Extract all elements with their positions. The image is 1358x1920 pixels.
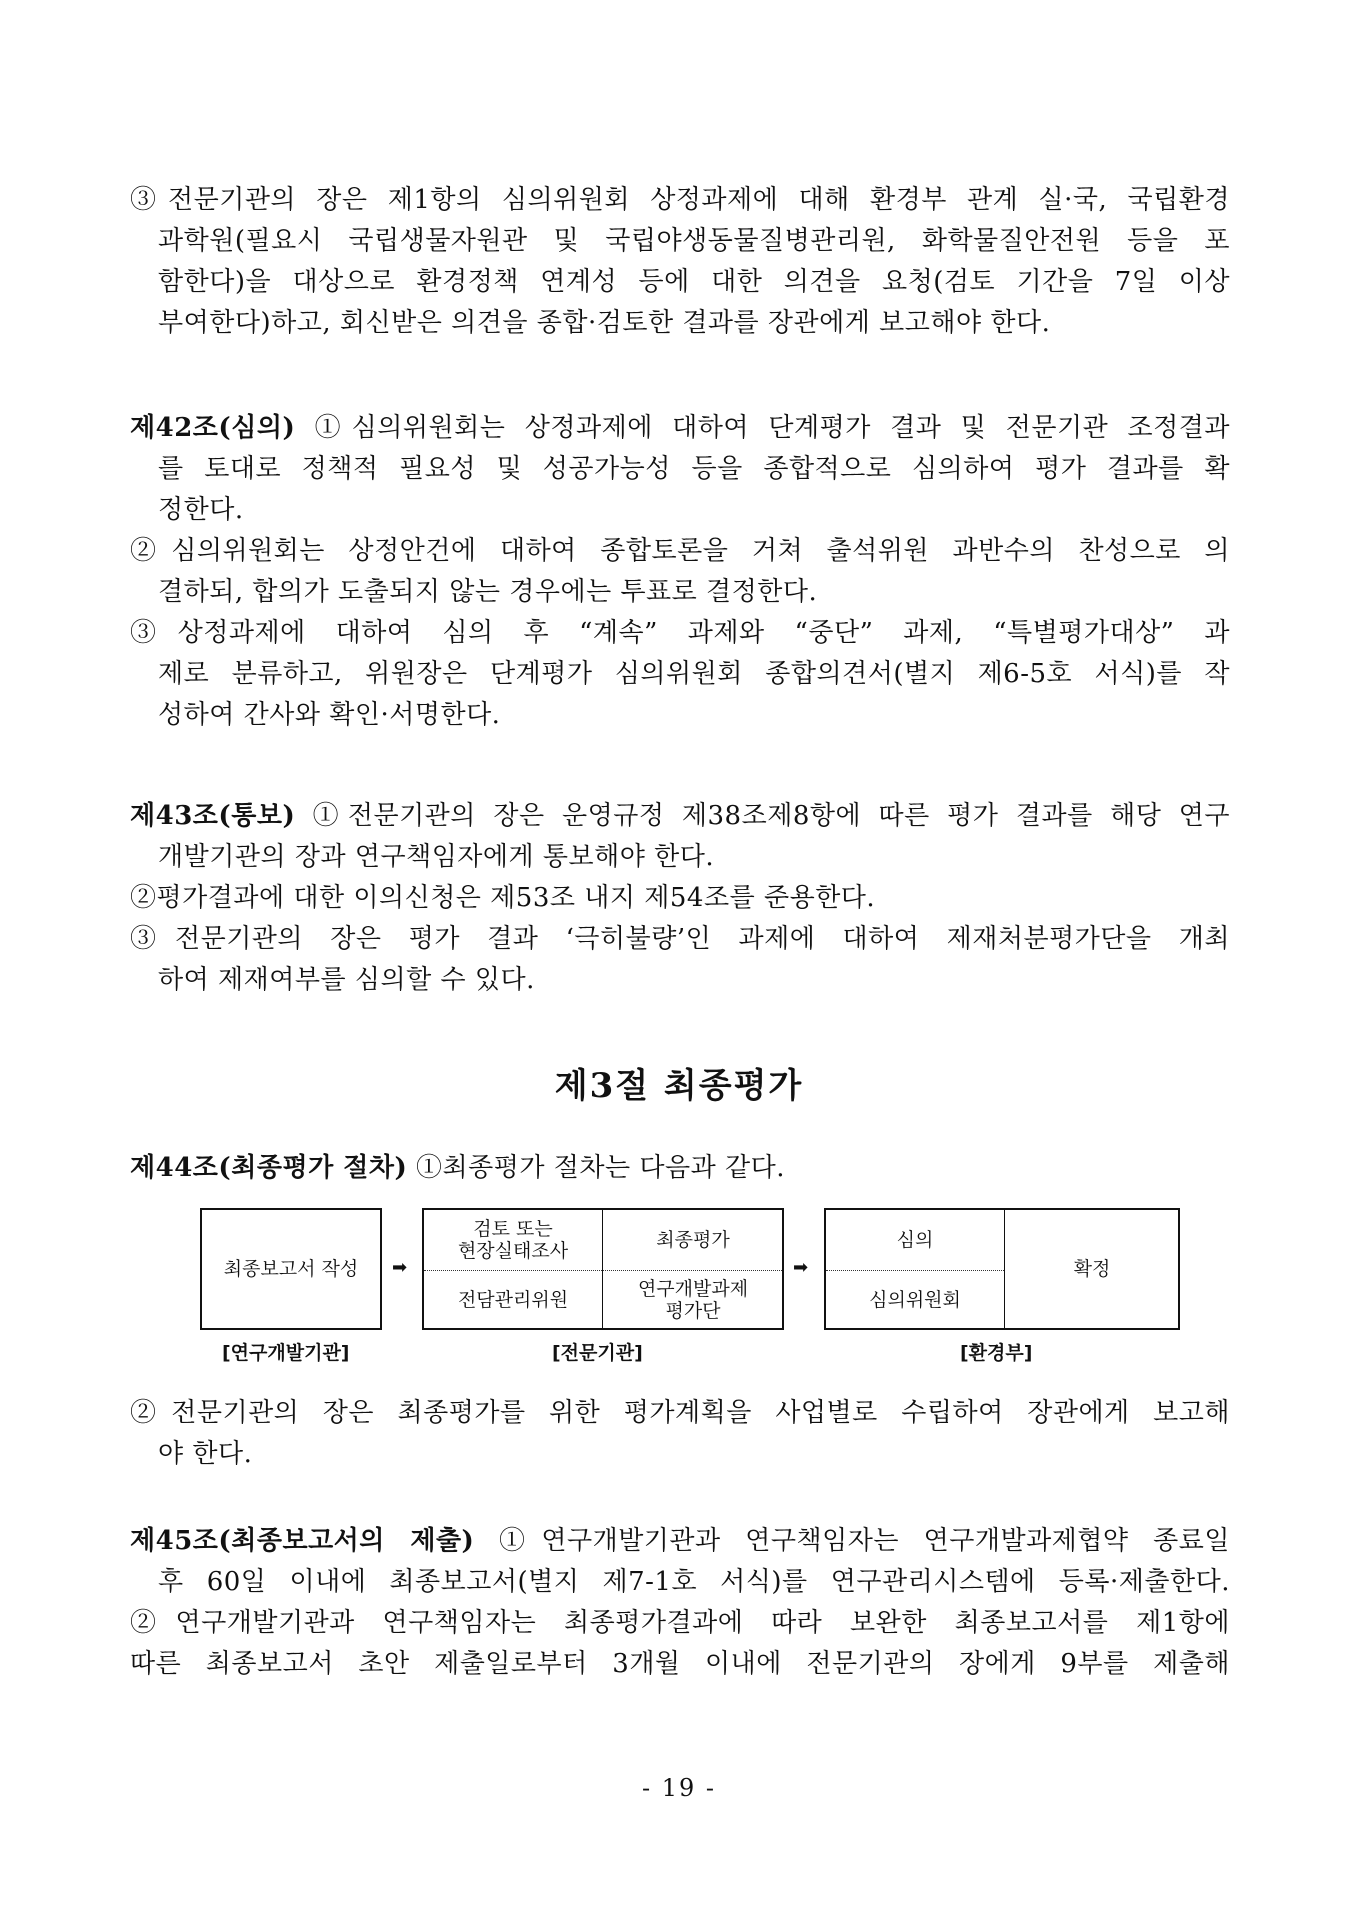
flow-box-agency bbox=[422, 1208, 784, 1330]
flow-label-ministry: [환경부] bbox=[960, 1342, 1033, 1364]
article-44-2 bbox=[130, 1393, 1230, 1475]
text-line: 제42조(심의) ①심의위원회는 상정과제에 대하여 단계평가 결과 및 전문기관 조정결과 bbox=[130, 413, 1230, 443]
flow-label-institution: [연구개발기관] bbox=[222, 1342, 350, 1364]
article-44 bbox=[130, 1148, 1230, 1189]
article-43 bbox=[130, 796, 1230, 1001]
text-line: 제43조(통보) ①전문기관의 장은 운영규정 제38조제8항에 따른 평가 결과를 해당 연구 bbox=[130, 801, 1230, 831]
flow-box-report bbox=[200, 1208, 382, 1330]
paragraph-41-3 bbox=[130, 180, 1230, 344]
flow-text: 심의 bbox=[896, 1229, 934, 1251]
final-evaluation-flowchart bbox=[200, 1208, 1180, 1364]
article-45-title: 제45조(최종보고서의 제출) bbox=[130, 1526, 475, 1556]
flow-text: 연구개발과제 평가단 bbox=[637, 1278, 749, 1322]
text-line: 야 한다. bbox=[158, 1439, 253, 1469]
divider bbox=[1004, 1210, 1005, 1328]
article-42-title: 제42조(심의) bbox=[130, 413, 296, 443]
text-line: 따른 최종보고서 초안 제출일로부터 3개월 이내에 전문기관의 장에게 9부를 제출해 bbox=[130, 1649, 1230, 1679]
text-line: ③전문기관의 장은 제1항의 심의위원회 상정과제에 대해 환경부 관계 실·국, 국립환경 bbox=[130, 185, 1230, 215]
flow-text: 심의위원회 bbox=[869, 1289, 961, 1311]
text-line: 제로 분류하고, 위원장은 단계평가 심의위원회 종합의견서(별지 제6-5호 서식)를 작 bbox=[158, 659, 1230, 689]
text-line: 제45조(최종보고서의 제출) ①연구개발기관과 연구책임자는 연구개발과제협약 종료일 bbox=[130, 1526, 1230, 1556]
text-line: ②전문기관의 장은 최종평가를 위한 평가계획을 사업별로 수립하여 장관에게 보고해 bbox=[130, 1398, 1230, 1428]
text-line: 성하여 간사와 확인·서명한다. bbox=[158, 700, 501, 730]
article-44-title: 제44조(최종평가 절차) bbox=[130, 1153, 408, 1183]
page-number: - 19 - bbox=[641, 1774, 716, 1802]
divider bbox=[602, 1210, 603, 1328]
text-line: ③상정과제에 대하여 심의 후 “계속” 과제와 “중단” 과제, “특별평가대상” 과 bbox=[130, 618, 1230, 648]
text-line: 하여 제재여부를 심의할 수 있다. bbox=[158, 965, 535, 995]
flow-text: 검토 또는 현장실태조사 bbox=[457, 1218, 569, 1262]
flow-text: 최종평가 bbox=[656, 1229, 730, 1251]
text-line: ②평가결과에 대한 이의신청은 제53조 내지 제54조를 준용한다. bbox=[130, 883, 876, 913]
article-43-title: 제43조(통보) bbox=[130, 801, 296, 831]
arrow-right-icon: ➡ bbox=[392, 1257, 408, 1278]
section-heading: 제3절 최종평가 bbox=[554, 1066, 804, 1106]
text-line: ②연구개발기관과 연구책임자는 최종평가결과에 따라 보완한 최종보고서를 제1항에 bbox=[130, 1608, 1230, 1638]
text-line: ③전문기관의 장은 평가 결과 ‘극히불량’인 과제에 대하여 제재처분평가단을 개최 bbox=[130, 924, 1230, 954]
text-line: 개발기관의 장과 연구책임자에게 통보해야 한다. bbox=[158, 842, 715, 872]
article-45 bbox=[130, 1521, 1230, 1685]
arrow-right-icon: ➡ bbox=[793, 1257, 809, 1278]
text-line: 함한다)을 대상으로 환경정책 연계성 등에 대한 의견을 요청(검토 기간을 7일 이상 bbox=[158, 267, 1230, 297]
flow-box-ministry bbox=[824, 1208, 1180, 1330]
text-line: 를 토대로 정책적 필요성 및 성공가능성 등을 종합적으로 심의하여 평가 결과를 확 bbox=[158, 454, 1230, 484]
text-line: 제44조(최종평가 절차) ①최종평가 절차는 다음과 같다. bbox=[130, 1153, 785, 1183]
flow-text: 전담관리위원 bbox=[457, 1289, 569, 1311]
dotted-divider bbox=[826, 1270, 1004, 1271]
dotted-divider bbox=[424, 1270, 782, 1271]
text-line: ②심의위원회는 상정안건에 대하여 종합토론을 거쳐 출석위원 과반수의 찬성으로 의 bbox=[130, 536, 1230, 566]
text-line: 정한다. bbox=[158, 495, 244, 525]
text-line: 후 60일 이내에 최종보고서(별지 제7-1호 서식)를 연구관리시스템에 등록·제출한다. bbox=[158, 1567, 1230, 1597]
text-line: 결하되, 합의가 도출되지 않는 경우에는 투표로 결정한다. bbox=[158, 577, 818, 607]
text-line: 과학원(필요시 국립생물자원관 및 국립야생동물질병관리원, 화학물질안전원 등을 포 bbox=[158, 226, 1230, 256]
flow-text: 최종보고서 작성 bbox=[223, 1258, 359, 1280]
flow-label-agency: [전문기관] bbox=[552, 1342, 643, 1364]
article-42 bbox=[130, 408, 1230, 736]
flow-text: 확정 bbox=[1073, 1258, 1111, 1280]
text-line: 부여한다)하고, 회신받은 의견을 종합·검토한 결과를 장관에게 보고해야 한다. bbox=[158, 308, 1051, 338]
